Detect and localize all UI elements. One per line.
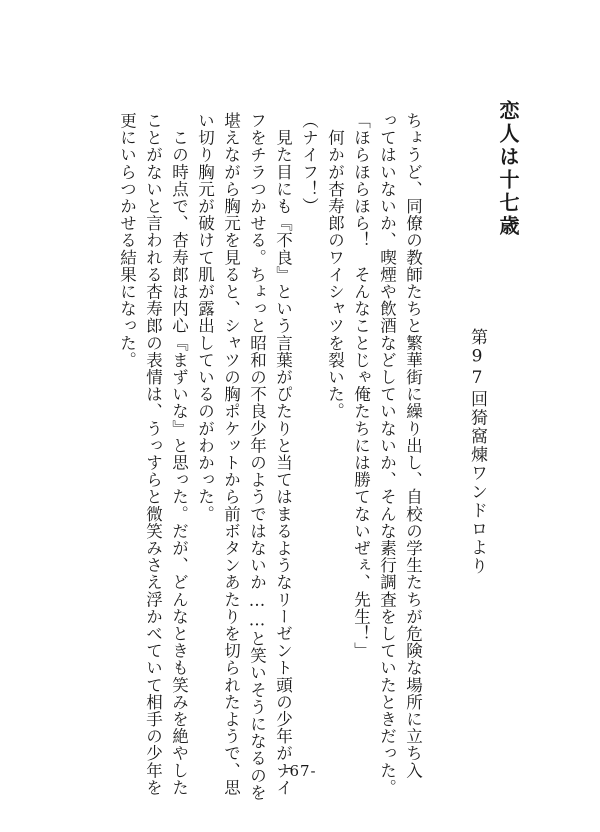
text-line: ってはいないか、喫煙や飲酒などしていないか、そんな素行調査をしていたときだった。	[377, 112, 397, 796]
text-line: 更にいらつかせる結果になった。	[117, 112, 137, 369]
text-line: フをチラつかせる。ちょっと昭和の不良少年のようではないか……と笑いそうになるのを	[247, 112, 267, 801]
text-line: ちょうど、同僚の教師たちと繁華街に繰り出し、自校の学生たちが危険な場所に立ち入	[403, 112, 423, 779]
text-line: ことがないと言われる杏寿郎の表情は、うっすらと微笑みさえ浮かべていて相手の少年を	[143, 112, 163, 796]
text-line: い切り胸元が破けて肌が露出しているのがわかった。	[195, 112, 215, 523]
text-line: （ナイフ！）	[299, 112, 319, 215]
text-line: 何かが杏寿郎のワイシャツを裂いた。	[325, 112, 345, 420]
text-line: 「ほらほらほら！ そんなことじゃ俺たちには勝てないぜぇ、先生！」	[351, 112, 371, 660]
page-number: -67-	[283, 762, 317, 780]
chapter-title: 恋人は十七歳	[496, 100, 520, 238]
text-line: 堪えながら胸元を見ると、シャツの胸ポケットから前ボタンあたりを切られたようで、思	[221, 112, 241, 796]
text-line: 見た目にも『不良』という言葉がぴたりと当てはまるようなリーゼント頭の少年がナイ	[273, 112, 293, 796]
chapter-subtitle: 第97回猗窩煉ワンドロより	[467, 328, 487, 576]
text-line: この時点で、杏寿郎は内心『まずいな』と思った。だが、どんなときも笑みを絶やした	[169, 112, 189, 796]
